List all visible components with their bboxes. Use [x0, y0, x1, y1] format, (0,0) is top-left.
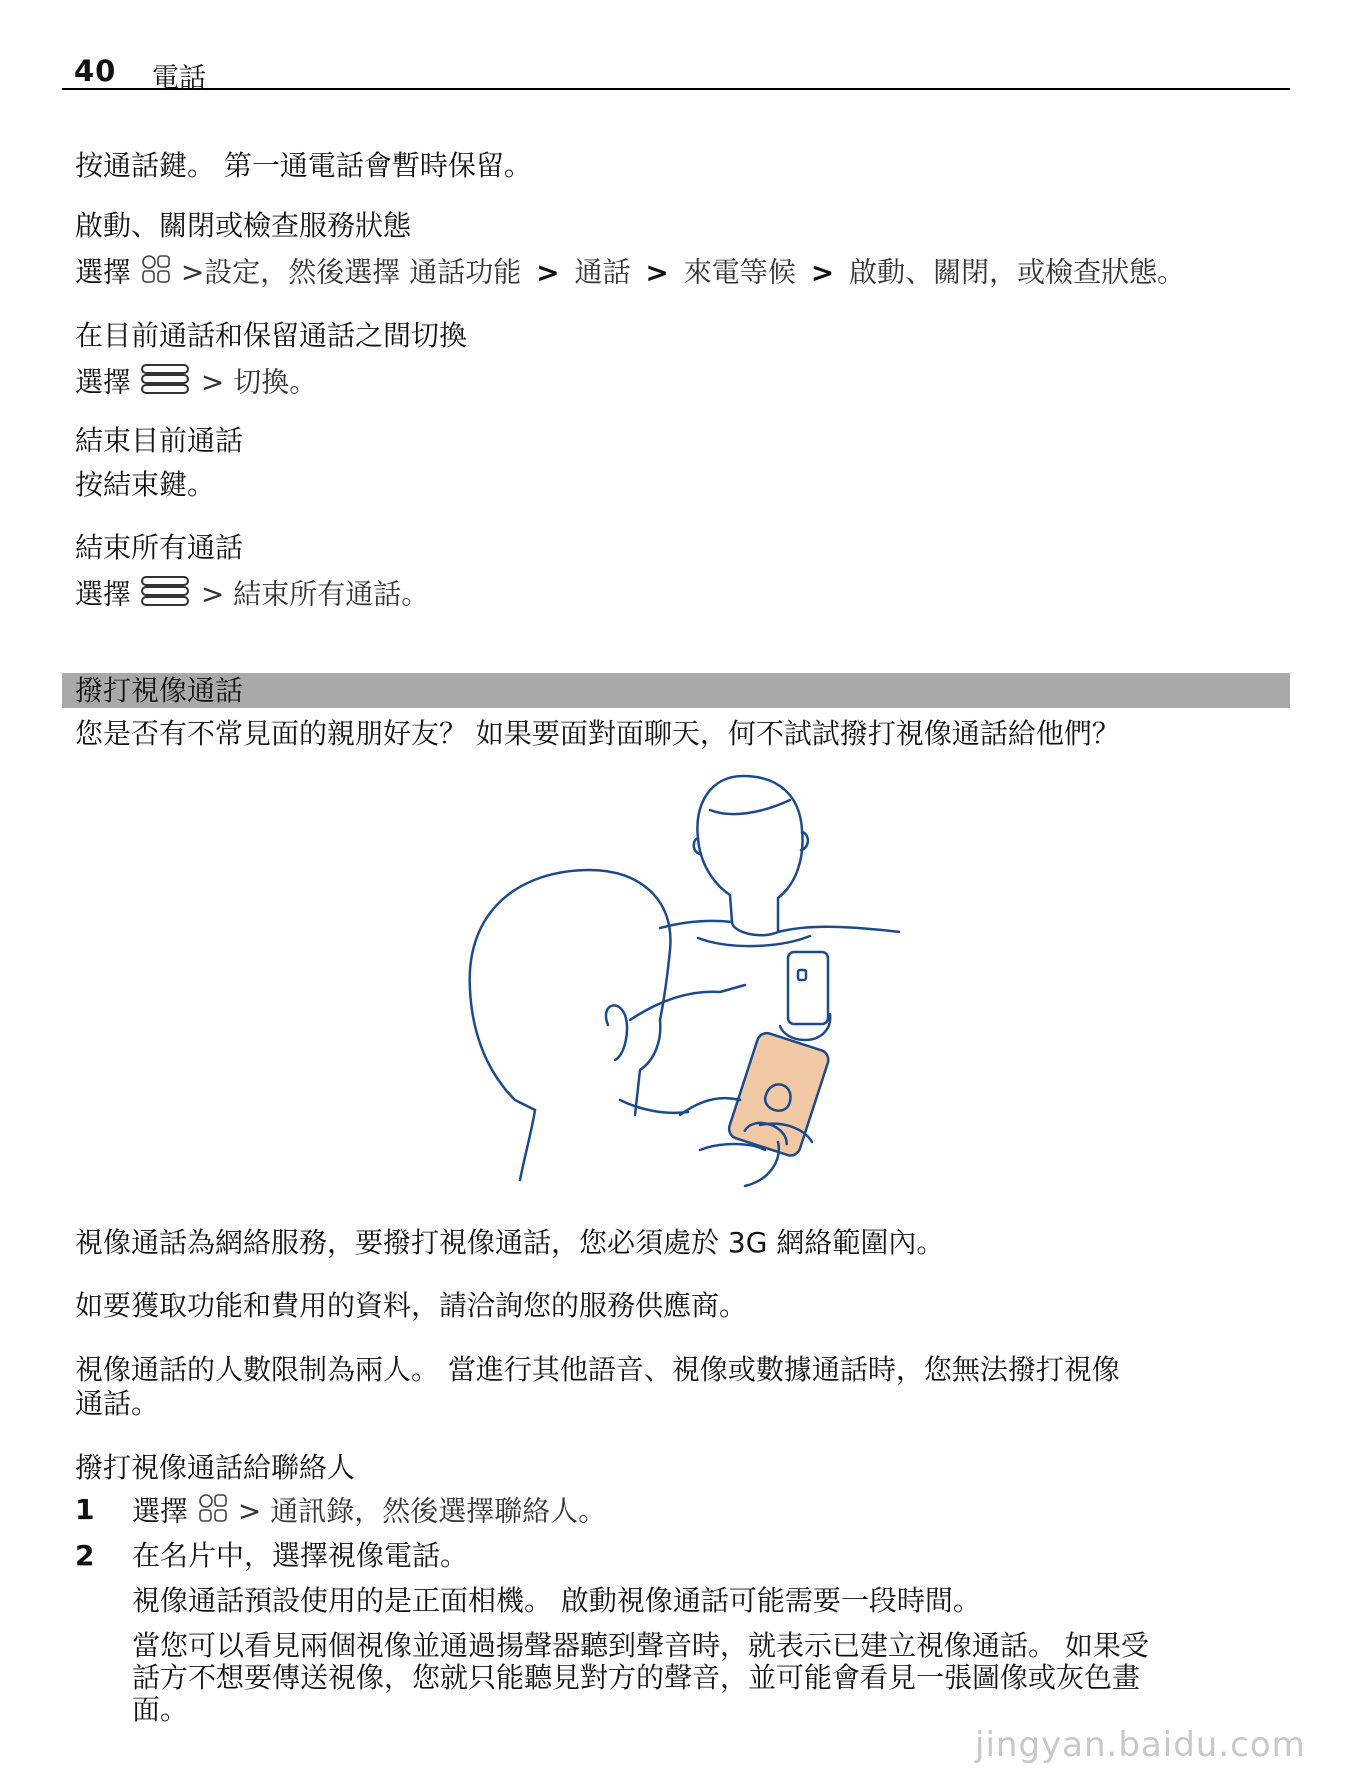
options-menu-icon [140, 574, 192, 617]
menu-grid-icon [140, 253, 172, 294]
path-settings: >設定，然後選擇 [180, 255, 401, 289]
path-separator: > [645, 255, 669, 289]
path-separator: > [810, 255, 835, 289]
paragraph-limit-line1: 視像通話的人數限制為兩人。 當進行其他語音、視像或數據通話時，您無法撥打視像 [75, 1353, 1120, 1386]
heading-end-current: 結束目前通話 [75, 424, 244, 457]
section-heading-bar [62, 673, 1290, 708]
instruction-swap [75, 362, 317, 405]
note-established-line2: 話方不想要傳送視像，您就只能聽見對方的聲音，並可能會看見一張圖像或灰色畫 [132, 1661, 1141, 1694]
select-label: 選擇 [75, 577, 132, 611]
heading-swap-calls: 在目前通話和保留通話之間切換 [75, 319, 468, 352]
section-title: 撥打視像通話 [75, 674, 244, 707]
swap-path: > 切換。 [200, 365, 318, 399]
heading-call-waiting: 啟動、關閉或檢查服務狀態 [75, 209, 412, 242]
step-1 [132, 1492, 606, 1533]
section-intro: 您是否有不常見面的親朋好友？ 如果要面對面聊天，何不試試撥打視像通話給他們？ [75, 717, 1120, 750]
instruction-call-waiting [75, 253, 1185, 294]
step-1-path: > 通訊錄，然後選擇聯絡人。 [237, 1494, 607, 1528]
path-separator: > [536, 255, 560, 289]
paragraph-limit-line2: 通話。 [75, 1387, 160, 1420]
paragraph-3g: 視像通話為網絡服務，要撥打視像通話，您必須處於 3G 網絡範圍內。 [75, 1226, 945, 1259]
chapter-title: 電話 [152, 63, 206, 94]
select-label: 選擇 [75, 255, 132, 289]
options-menu-icon [140, 362, 192, 405]
step-number: 2 [75, 1539, 95, 1572]
note-front-camera: 視像通話預設使用的是正面相機。 啟動視像通話可能需要一段時間。 [132, 1584, 981, 1617]
heading-end-all: 結束所有通話 [75, 531, 244, 564]
note-established-line3: 面。 [132, 1693, 189, 1726]
path-call: 通話 [574, 255, 631, 289]
end-all-path: > 結束所有通話。 [200, 577, 430, 611]
path-call-settings: 通話功能 [409, 255, 522, 289]
menu-grid-icon [197, 1492, 229, 1533]
select-label: 選擇 [132, 1494, 189, 1528]
paragraph-answer-call: 按通話鍵。 第一通電話會暫時保留。 [75, 149, 532, 182]
step-number: 1 [75, 1493, 95, 1526]
watermark: jingyan.baidu.com [975, 1725, 1306, 1765]
paragraph-fees: 如要獲取功能和費用的資料，請洽詢您的服務供應商。 [75, 1289, 748, 1322]
step-2: 在名片中，選擇視像電話。 [132, 1539, 469, 1572]
path-call-waiting: 來電等候 [683, 255, 796, 289]
page-header [62, 52, 1290, 94]
subheading-call-contact: 撥打視像通話給聯絡人 [75, 1451, 356, 1484]
instruction-end-current: 按結束鍵。 [75, 468, 216, 501]
page-number: 40 [74, 54, 117, 88]
select-label: 選擇 [75, 365, 132, 399]
note-established-line1: 當您可以看見兩個視像並通過揚聲器聽到聲音時，就表示已建立視像通話。 如果受 [132, 1629, 1149, 1662]
instruction-end-all [75, 574, 429, 617]
video-call-illustration [460, 770, 900, 1190]
path-action: 啟動、關閉，或檢查狀態。 [849, 255, 1186, 289]
